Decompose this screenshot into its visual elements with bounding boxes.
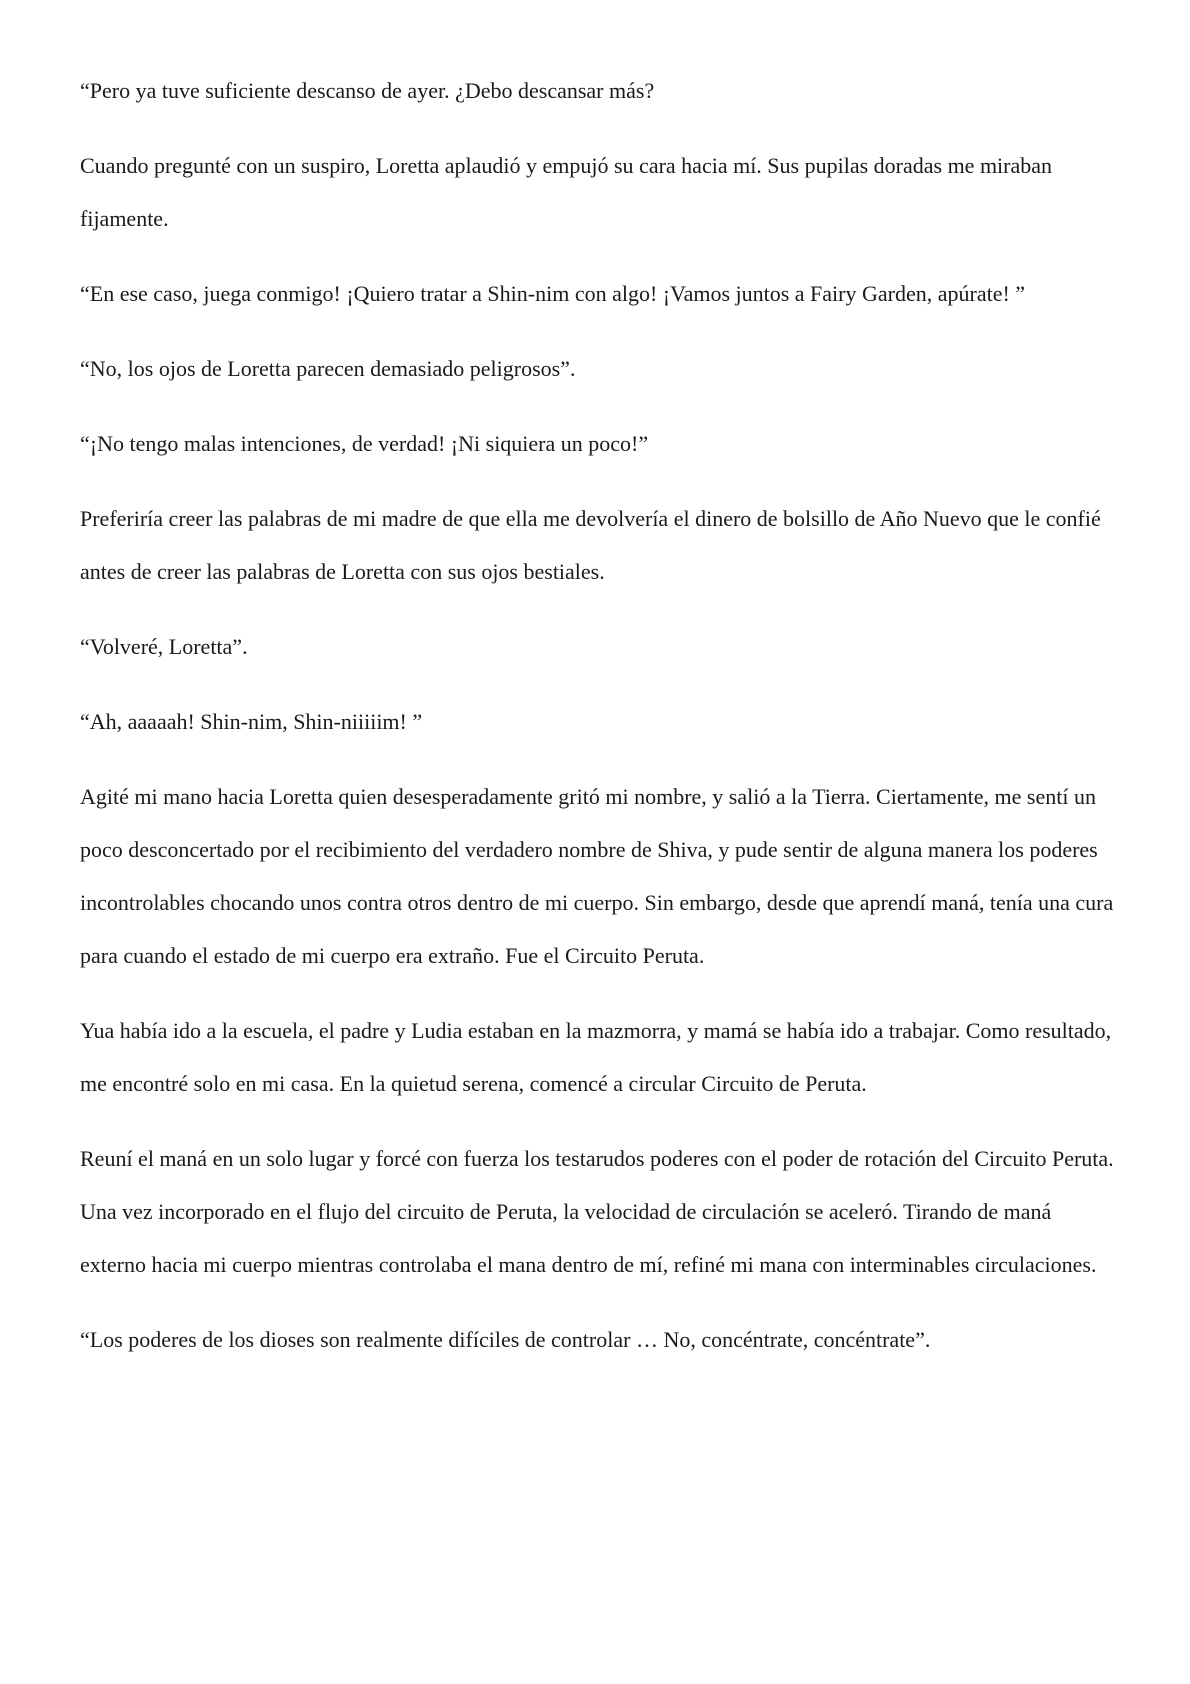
paragraph-1: “Pero ya tuve suficiente descanso de ayer. ¿Debo descansar más? <box>80 78 655 103</box>
paragraph-5: “¡No tengo malas intenciones, de verdad! ¡Ni siquiera un poco!” <box>80 431 649 456</box>
paragraph-9: Agité mi mano hacia Loretta quien desesperadamente gritó mi nombre, y salió a la Tierra. Ciertamente, me sentí un poco desconcertado por el recibimiento del verdadero nombre de Shiva, y pude sentir de alguna manera los poderes incontrolables chocando unos contra otros dentro de mi cuerpo. Sin embargo, desde que aprendí maná, tenía una cura para cuando el estado de mi cuerpo era extraño. Fue el Circuito Peruta. <box>80 784 1114 968</box>
paragraph-8: “Ah, aaaaah! Shin-nim, Shin-niiiiim! ” <box>80 709 423 734</box>
paragraph-11: Reuní el maná en un solo lugar y forcé con fuerza los testarudos poderes con el poder de rotación del Circuito Peruta. Una vez incorporado en el flujo del circuito de Peruta, la velocidad de circulación se aceleró. Tirando de maná externo hacia mi cuerpo mientras controlaba el mana dentro de mí, refiné mi mana con interminables circulaciones. <box>80 1146 1114 1277</box>
paragraph-4: “No, los ojos de Loretta parecen demasiado peligrosos”. <box>80 356 576 381</box>
paragraph-12: “Los poderes de los dioses son realmente difíciles de controlar … No, concéntrate, concéntrate”. <box>80 1327 931 1352</box>
paragraph-7: “Volveré, Loretta”. <box>80 634 248 659</box>
paragraph-3: “En ese caso, juega conmigo! ¡Quiero tratar a Shin-nim con algo! ¡Vamos juntos a Fairy Garden, apúrate! ” <box>80 281 1026 306</box>
paragraph-2: Cuando pregunté con un suspiro, Loretta aplaudió y empujó su cara hacia mí. Sus pupilas doradas me miraban fijamente. <box>80 153 1053 231</box>
paragraph-10: Yua había ido a la escuela, el padre y Ludia estaban en la mazmorra, y mamá se había ido a trabajar. Como resultado, me encontré solo en mi casa. En la quietud serena, comencé a circular Circuito de Peruta. <box>80 1018 1112 1096</box>
paragraph-6: Preferiría creer las palabras de mi madre de que ella me devolvería el dinero de bolsillo de Año Nuevo que le confié antes de creer las palabras de Loretta con sus ojos bestiales. <box>80 506 1101 584</box>
